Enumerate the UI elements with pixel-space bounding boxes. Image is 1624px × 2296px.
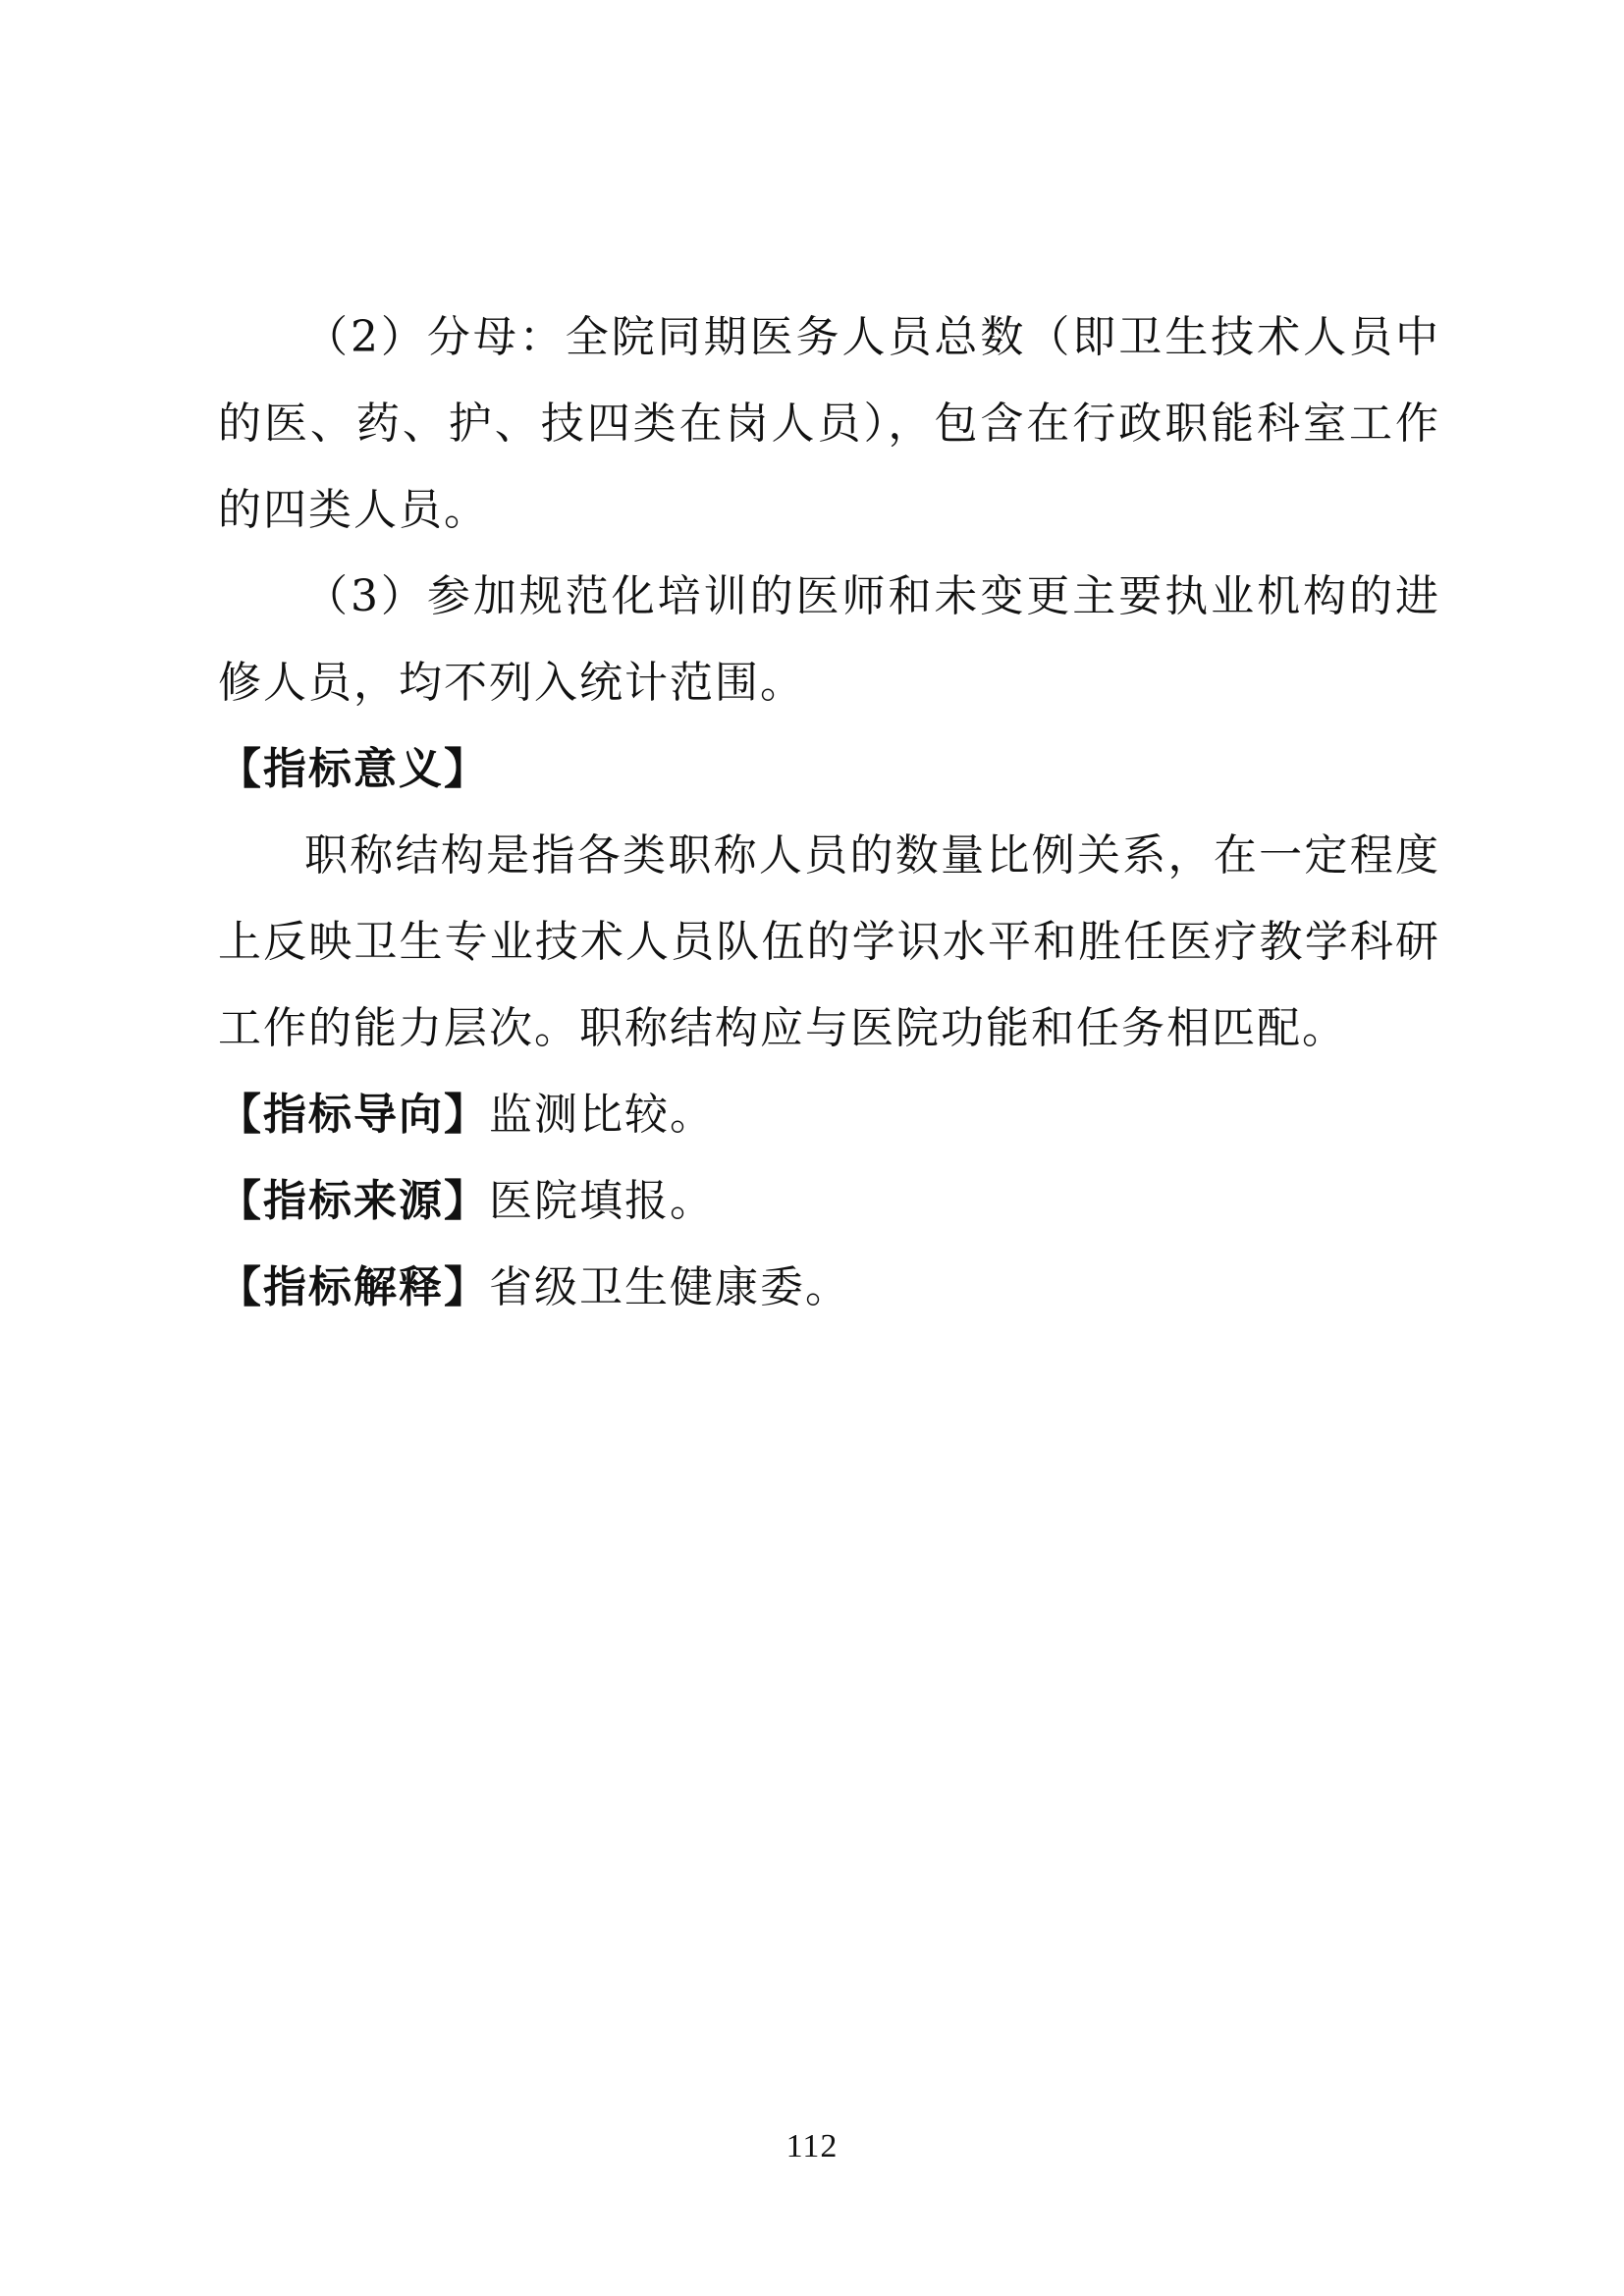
section-source bbox=[218, 1158, 1440, 1245]
section-heading-significance bbox=[218, 726, 1440, 813]
source-heading-label: 【指标来源】 bbox=[218, 1176, 489, 1226]
paragraph-exclusions: （3）参加规范化培训的医师和未变更主要执业机构的进修人员，均不列入统计范围。 bbox=[218, 571, 1440, 708]
direction-heading-label: 【指标导向】 bbox=[218, 1090, 489, 1140]
section-direction bbox=[218, 1072, 1440, 1158]
direction-text: 监测比较。 bbox=[489, 1090, 715, 1140]
paragraph-denominator: （2）分母：全院同期医务人员总数（即卫生技术人员中的医、药、护、技四类在岗人员），包含在行政职能科室工作的四类人员。 bbox=[218, 312, 1440, 535]
interpretation-heading-label: 【指标解释】 bbox=[218, 1262, 489, 1312]
significance-heading-label: 【指标意义】 bbox=[218, 744, 489, 794]
paragraph-significance: 职称结构是指各类职称人员的数量比例关系，在一定程度上反映卫生专业技术人员队伍的学识水平和胜任医疗教学科研工作的能力层次。职称结构应与医院功能和任务相匹配。 bbox=[218, 830, 1440, 1053]
page-number: 112 bbox=[785, 2128, 839, 2164]
section-interpretation bbox=[218, 1245, 1440, 1331]
interpretation-text: 省级卫生健康委。 bbox=[489, 1262, 850, 1312]
source-text: 医院填报。 bbox=[489, 1176, 715, 1226]
document-body bbox=[218, 294, 1440, 1331]
